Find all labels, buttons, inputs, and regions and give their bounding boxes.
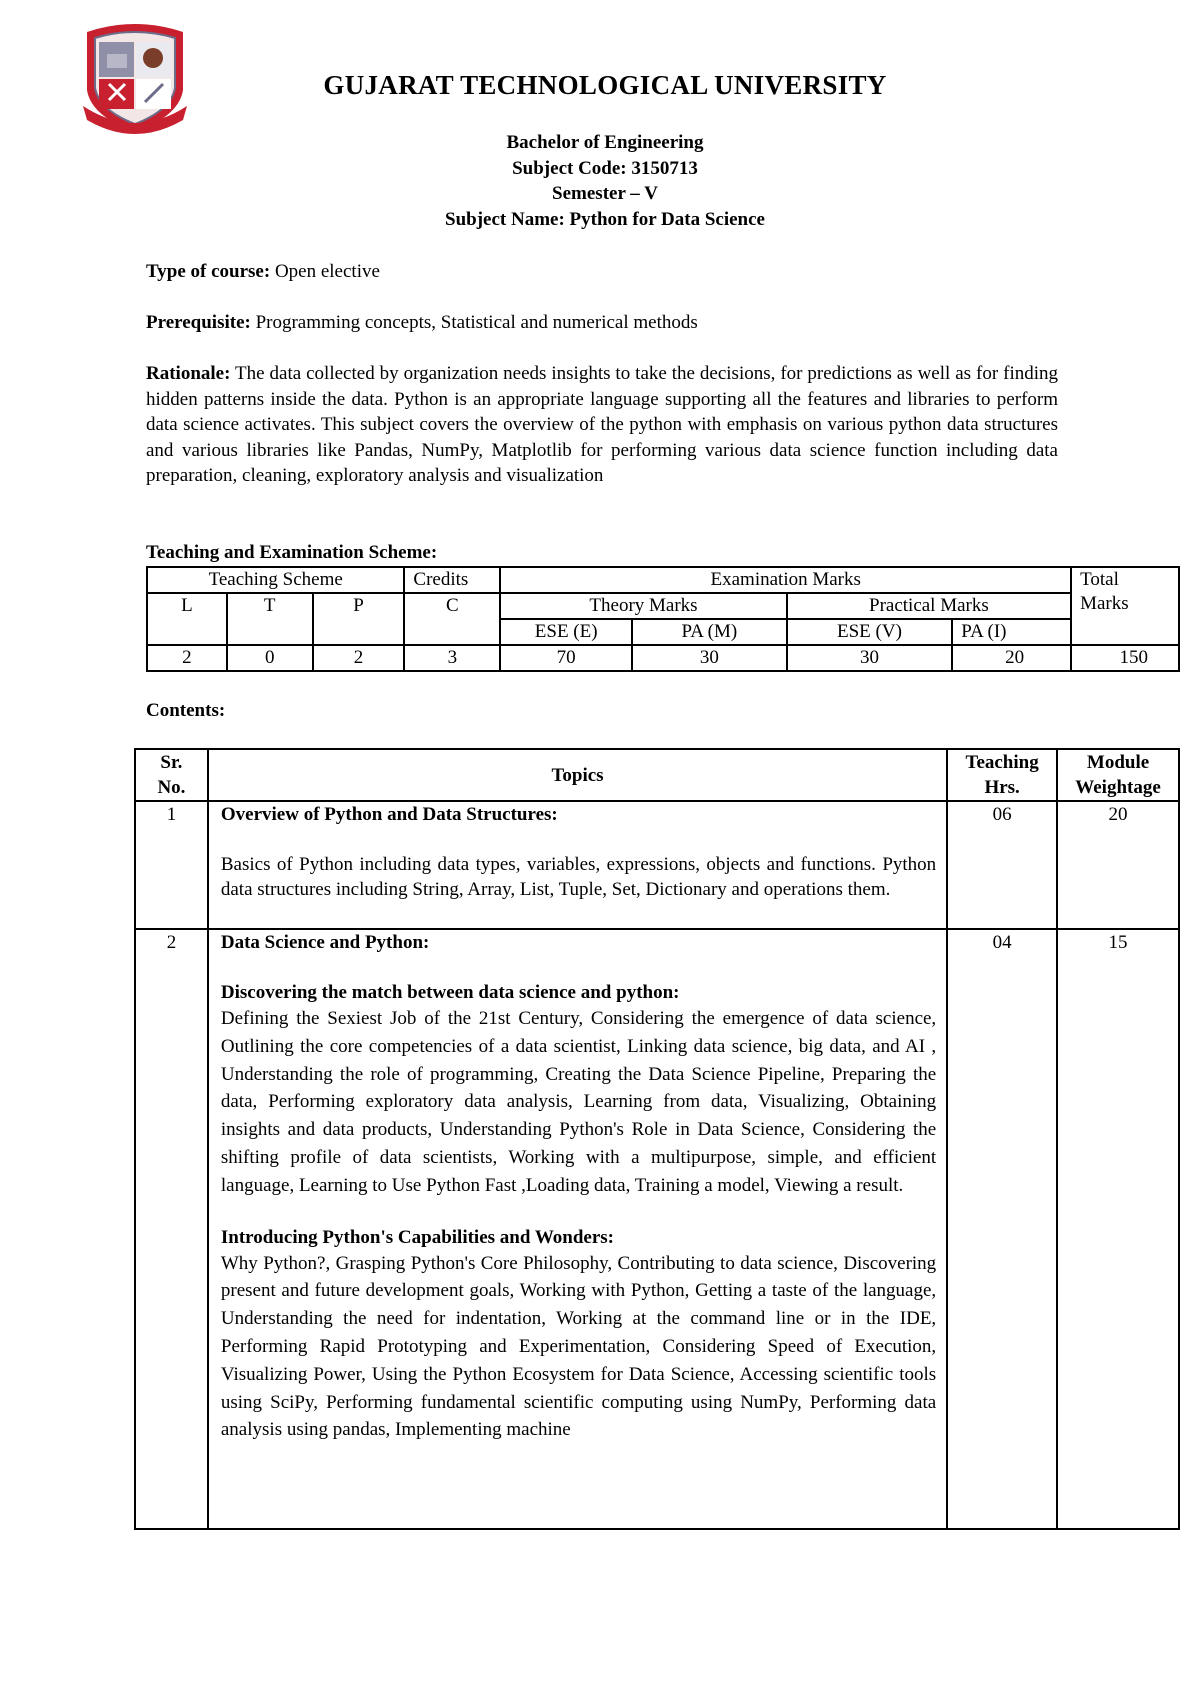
col-T: T [227, 593, 313, 645]
teaching-examination-scheme-table [146, 566, 1180, 672]
course-type-value: Open elective [270, 261, 380, 282]
module-weightage: 15 [1057, 929, 1179, 1529]
rationale-label: Rationale: [146, 363, 231, 384]
sr-no-header: Sr. No. [135, 749, 208, 801]
value-ese-e: 70 [500, 645, 632, 671]
subtopic-text: Why Python?, Grasping Python's Core Philosophy, Contributing to data science, Discovering present and future development goals, Working with Python, Getting a taste of the language, Understanding the need for indentation, Working at the command line or in the IDE, Performing Rapid Prototyping and Experimentation, Considering Speed of Execution, Visualizing Power, Using the Python Ecosystem for Data Science, Accessing scientific tools using SciPy, Performing fundamental scientific computing using NumPy, Performing data analysis using pandas, Implementing machine [220, 1252, 937, 1441]
scheme-values-row [147, 645, 1179, 671]
table-row [135, 801, 1179, 929]
practical-marks-header: Practical Marks [787, 593, 1071, 619]
value-T: 0 [227, 645, 313, 671]
course-type-label: Type of course: [146, 261, 271, 282]
col-C: C [404, 593, 500, 645]
teaching-scheme-header: Teaching Scheme [147, 567, 404, 593]
contents-heading: Contents: [146, 700, 226, 721]
value-pa-m: 30 [632, 645, 787, 671]
credits-header: Credits [404, 567, 500, 593]
teaching-hrs: 04 [947, 929, 1057, 1529]
contents-table [134, 748, 1180, 1530]
value-L: 2 [147, 645, 227, 671]
topic-cell [208, 801, 947, 929]
prerequisite-label: Prerequisite: [146, 312, 251, 333]
value-P: 2 [313, 645, 405, 671]
prerequisite [146, 310, 1058, 336]
subtopic-text: Defining the Sexiest Job of the 21st Century, Considering the emergence of data science, Outlining the core competencies of a data scientist, Linking data science, big data, and AI , Understanding the role of programming, Creating the Data Science Pipeline, Preparing the data, Performing exploratory data analysis, Learning from data, Visualizing, Obtaining insights and data products, Understanding Python's Role in Data Science, Considering the shifting profile of data scientists, Working with a multipurpose, simple, and efficient language, Learning to Use Python Fast ,Loading data, Training a model, Viewing a result. [220, 1008, 937, 1196]
sr-no: 2 [135, 929, 208, 1529]
course-type [146, 259, 1058, 285]
ese-v-header: ESE (V) [787, 619, 953, 645]
value-pa-i: 20 [952, 645, 1071, 671]
module-weightage: 20 [1057, 801, 1179, 929]
subtopic-title: Discovering the match between data science and python: [220, 982, 680, 1003]
pa-i-header: PA (I) [952, 619, 1071, 645]
subject-code-line: Subject Code: 3150713 [512, 157, 698, 179]
col-L: L [147, 593, 227, 645]
rationale-value: The data collected by organization needs insights to take the decisions, for predictions as well as for finding hidden patterns inside the data. Python is an appropriate language supporting all the features and libraries to perform data science activates. This subject covers the overview of the python with emphasis on various python data structures and various libraries like Pandas, NumPy, Matplotlib for performing various data science function including data preparation, cleaning, exploratory analysis and visualization [146, 363, 1058, 486]
theory-marks-header: Theory Marks [500, 593, 786, 619]
total-marks-header: Total Marks [1071, 567, 1179, 645]
subject-name-line: Subject Name: Python for Data Science [445, 208, 765, 230]
value-total: 150 [1071, 645, 1179, 671]
examination-marks-header: Examination Marks [500, 567, 1071, 593]
contents-header-row [135, 749, 1179, 801]
rationale [146, 361, 1058, 489]
table-row [135, 929, 1179, 1529]
degree-line: Bachelor of Engineering [506, 132, 704, 153]
topic-title: Data Science and Python: [220, 932, 430, 953]
subtopic-title: Introducing Python's Capabilities and Wonders: [220, 1226, 614, 1248]
topic-cell [208, 929, 947, 1529]
value-ese-v: 30 [787, 645, 953, 671]
value-C: 3 [404, 645, 500, 671]
topic-text: Basics of Python including data types, variables, expressions, objects and functions. Python data structures including String, Array, List, Tuple, Set, Dictionary and operations them. [220, 854, 937, 900]
ese-e-header: ESE (E) [500, 619, 632, 645]
pa-m-header: PA (M) [632, 619, 787, 645]
subject-header [0, 130, 1200, 232]
topic-title: Overview of Python and Data Structures: [220, 804, 558, 825]
university-title: GUJARAT TECHNOLOGICAL UNIVERSITY [323, 70, 887, 100]
module-weightage-header: Module Weightage [1057, 749, 1179, 801]
prerequisite-value: Programming concepts, Statistical and numerical methods [250, 312, 698, 333]
col-P: P [313, 593, 405, 645]
topics-header: Topics [208, 749, 947, 801]
teaching-hrs: 06 [947, 801, 1057, 929]
scheme-heading: Teaching and Examination Scheme: [146, 542, 438, 563]
teaching-hrs-header: Teaching Hrs. [947, 749, 1057, 801]
sr-no: 1 [135, 801, 208, 929]
semester-line: Semester – V [552, 183, 658, 204]
